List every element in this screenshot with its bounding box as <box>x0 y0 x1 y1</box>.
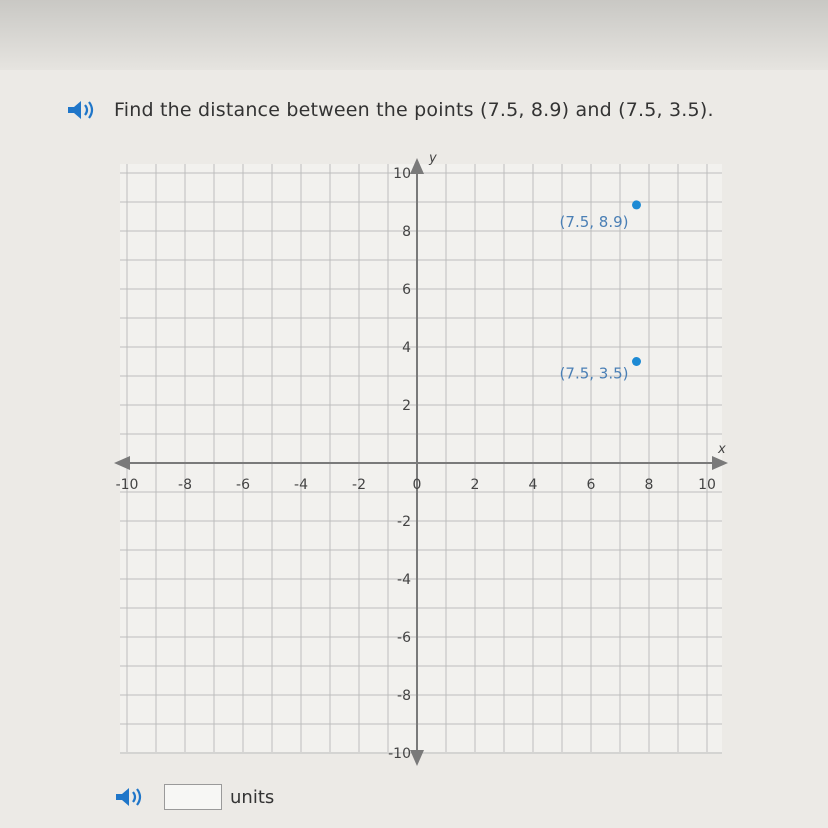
y-axis-name: y <box>429 151 437 166</box>
x-axis-name: x <box>718 442 726 457</box>
coordinate-plane <box>108 150 734 778</box>
y-tick-label: -8 <box>397 688 411 704</box>
question-speaker-icon[interactable] <box>66 99 100 121</box>
y-tick-label: 8 <box>402 224 411 240</box>
top-shadow-band <box>0 0 828 70</box>
x-tick-label: -4 <box>294 477 308 493</box>
question-text: Find the distance between the points (7.5, 8.9) and (7.5, 3.5). <box>114 99 714 121</box>
x-tick-label: -8 <box>178 477 192 493</box>
answer-speaker-icon[interactable] <box>114 786 148 808</box>
data-point-label: (7.5, 3.5) <box>559 364 629 383</box>
x-tick-label: -6 <box>236 477 250 493</box>
y-tick-label: 2 <box>402 398 411 414</box>
answer-input[interactable] <box>164 784 222 810</box>
x-tick-label: 8 <box>644 477 654 493</box>
x-tick-label: -2 <box>352 477 366 493</box>
question-row <box>66 94 714 126</box>
x-tick-label: 10 <box>698 477 716 493</box>
y-tick-label: -2 <box>397 514 411 530</box>
y-axis-bottom-arrow <box>410 750 424 766</box>
x-tick-label: 6 <box>586 477 596 493</box>
data-point <box>632 200 641 209</box>
x-tick-label: 2 <box>470 477 480 493</box>
y-tick-label: -6 <box>397 630 411 646</box>
data-point-label: (7.5, 8.9) <box>559 212 629 231</box>
x-tick-label: 0 <box>412 477 422 493</box>
grid-background <box>120 164 722 752</box>
y-tick-label: -4 <box>397 572 411 588</box>
x-tick-label: 4 <box>528 477 538 493</box>
answer-row <box>114 781 274 813</box>
units-label: units <box>230 786 275 808</box>
data-point <box>632 357 641 366</box>
y-tick-label: 4 <box>402 340 411 356</box>
y-tick-label: 6 <box>402 282 411 298</box>
x-tick-label: -10 <box>115 477 139 493</box>
coordinate-plane-svg <box>108 150 734 778</box>
y-tick-label: -10 <box>388 746 411 762</box>
y-tick-label: 10 <box>393 166 411 182</box>
